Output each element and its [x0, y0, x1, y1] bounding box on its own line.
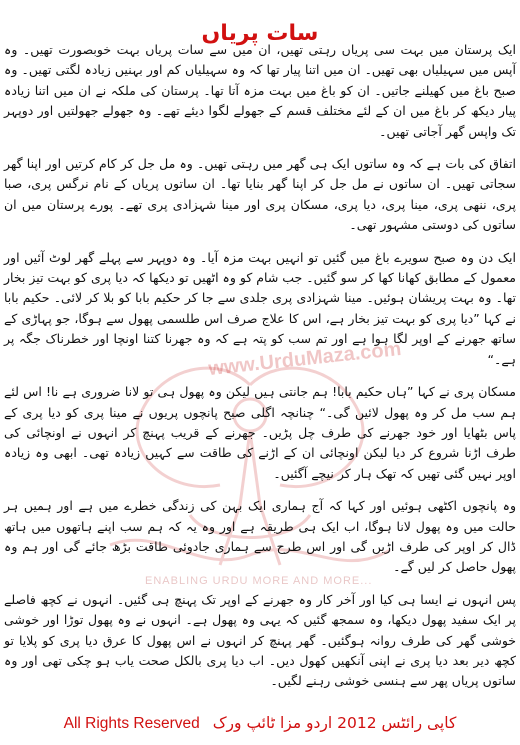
- story-paragraph-4: مسکان پری نے کہا ”ہاں حکیم بابا! ہم جانتی ہیں لیکن وہ پھول ہی تو لانا ضروری ہے نا! اس لئے ہم سب مل کر وہ پھول لائیں گی۔“ چنانچہ اگلی صبح پانچوں پریوں نے مینا پری کو دیا پری کے پاس بٹھایا اور خود جھرنے کی طرف چل پڑیں۔ جھرنے کے قریب پہنچ کر انہوں نے اونچائی کی طرف اڑنا شروع کر دیا لیکن اونچائی ان کے اڑنے کی طاقت سے کہیں زیادہ تھی۔ ابھی وہ زیادہ اوپر نہیں گئی تھیں کہ تھک ہار کر نیچے آگئیں۔: [4, 384, 516, 481]
- watermark-url: www.UrduMaza.com: [207, 337, 403, 381]
- story-title: سات پریاں: [201, 20, 319, 46]
- footer: [0, 714, 520, 733]
- watermark-tagline: ENABLING URDU MORE AND MORE...: [145, 575, 373, 587]
- story-paragraph-3: ایک دن وہ صبح سویرے باغ میں گئیں تو انہیں بہت مزہ آیا۔ وہ دوپہر سے پہلے گھر لوٹ آئیں اور معمول کے مطابق کھانا کھا کر سو گئیں۔ جب شام کو وہ اٹھیں تو دیکھا کہ دیا پری کو بہت تیز بخار تھا۔ وہ بہت پریشان ہوئیں۔ مینا شہزادی پری جلدی سے جا کر حکیم بابا کو بلا کر لائی۔ حکیم بابا نے کہا ”دیا پری کو بہت تیز بخار ہے، اس کا علاج صرف اس طلسمی پھول سے ہوگا، جو پہاڑی کے ساتھ جھرنے کے اوپر لگا ہوا ہے اور تم سب کو پتہ ہے کہ وہ جھرنا کتنا اونچا اور خطرناک جگہ پر ہے۔“: [4, 249, 516, 367]
- rights-reserved: All Rights Reserved: [63, 715, 200, 732]
- story-paragraph-1: ایک پرستان میں بہت سی پریاں رہتی تھیں، ان میں سے سات پریاں بہت خوبصورت تھیں۔ وہ آپس میں سہیلیاں بھی تھیں۔ ان میں اتنا پیار تھا کہ وہ سہیلیاں کم اور بہنیں زیادہ لگتی تھیں۔ وہ صبح باغ میں کھیلنے جاتیں۔ ان کو باغ میں بہت مزہ آتا تھا۔ پرستان کی ملکہ نے ان میں اتنا زیادہ پیار دیکھ کر باغ میں ان کے لئے مختلف قسم کے جھولے لگوا دیئے تھے۔ وہ جھولے جھولتیں اور دوپہر تک واپس گھر آجاتی تھیں۔: [4, 42, 516, 139]
- story-paragraph-2: اتفاق کی بات ہے کہ وہ ساتوں ایک ہی گھر میں رہتی تھیں۔ وہ مل جل کر کام کرتیں اور اپنا گھر سجاتی تھیں۔ ان ساتوں نے مل جل کر اپنا گھر بنایا تھا۔ ان ساتوں پریاں کے نام نرگس پری، صبا پری، ننھی پری، مینا پری، دیا پری، مسکان پری اور مینا شہزادی پری تھے۔ پورے پرستان میں ان ساتوں کی دوستی مشہور تھی۔: [4, 156, 516, 233]
- copyright-notice: کاپی رائٹس 2012 اردو مزا ٹائپ ورک: [212, 714, 457, 732]
- story-paragraph-5: وہ پانچوں اکٹھی ہوئیں اور کہا کہ آج ہماری ایک بہن کی زندگی خطرے میں ہے اور ہمیں ہر حالت میں وہ پھول لانا ہوگا، اب ایک ہی طریقہ ہے اور وہ یہ کہ ہم سب اپنے ہاتھوں میں ہاتھ ڈال کر اوپر کی طرف اڑیں گی اور اس طرح سے ہماری جادوئی طاقت بڑھ جائے گی اور ہم وہ پھول حاصل کر لیں گے۔: [4, 498, 516, 575]
- story-body: [4, 40, 516, 704]
- story-paragraph-6: پس انہوں نے ایسا ہی کیا اور آخر کار وہ جھرنے کے اوپر تک پہنچ ہی گئیں۔ انہوں نے کچھ فاصلے پر ایک سفید پھول دیکھا، وہ سمجھ گئیں کہ یہی وہ پھول ہے۔ انہوں نے وہ پھول توڑا اور خوشی خوشی گھر کی طرف روانہ ہوگئیں۔ گھر پہنچ کر انہوں نے اس پھول کا عرق دیا پری کو پلایا تو کچھ دیر بعد دیا پری نے اپنی آنکھیں کھول دیں۔ اب دیا پری بالکل صحت یاب ہو چکی تھی اور وہ ساتوں پریاں پھر سے ہنسی خوشی رہنے لگیں۔: [4, 591, 516, 689]
